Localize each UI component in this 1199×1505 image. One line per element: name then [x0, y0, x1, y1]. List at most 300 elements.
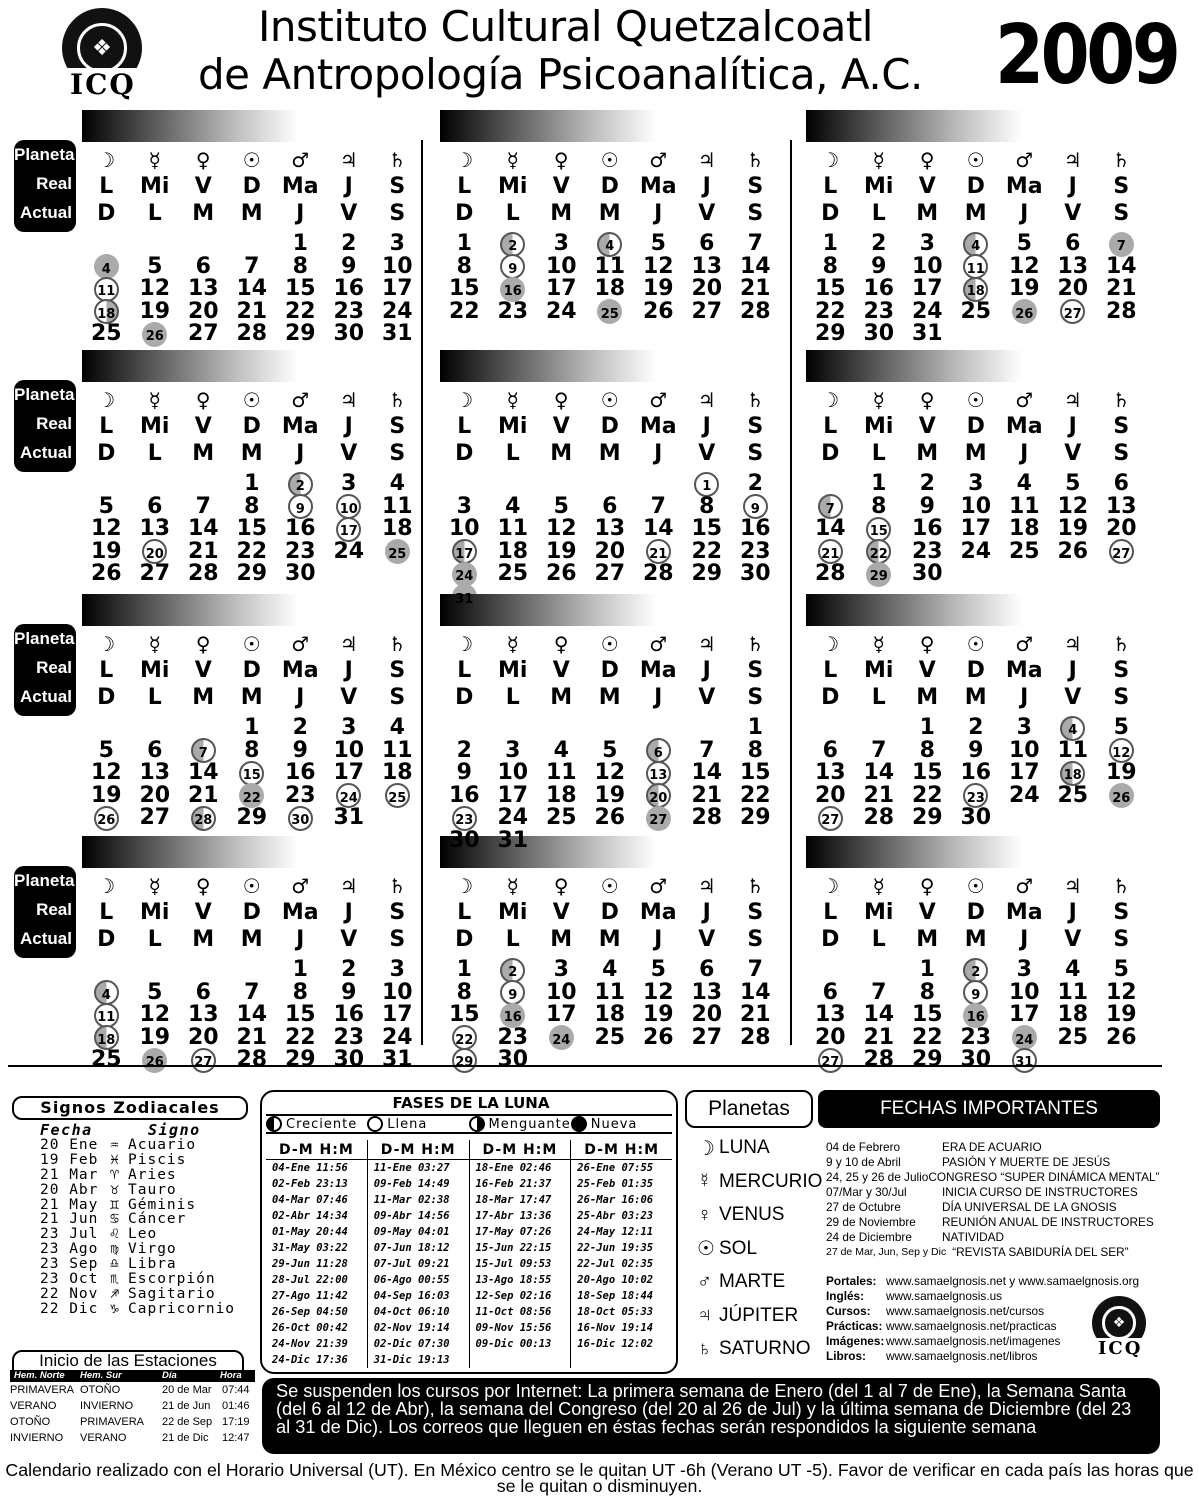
day-number: 11	[381, 737, 413, 763]
day-cell	[634, 806, 683, 830]
day-number: 17	[1008, 760, 1040, 785]
day-number: 15	[911, 1002, 943, 1027]
day-cell	[806, 232, 855, 256]
day-number: 30	[291, 813, 310, 828]
day-cell	[806, 761, 855, 785]
day-number: 23	[333, 298, 365, 324]
day-number: 18	[966, 284, 985, 299]
planet-symbol: ☿	[506, 388, 519, 412]
day-number: 22	[911, 782, 943, 808]
day-cell	[683, 958, 732, 982]
moon-entry: 26-Oct 00:42	[272, 1322, 348, 1334]
day-number: 17	[455, 546, 474, 562]
day-number: 14	[642, 516, 674, 541]
day-cell	[806, 562, 855, 586]
day-number: 15	[739, 760, 771, 785]
day-cell	[855, 300, 904, 324]
web-link[interactable]: www.samaelgnosis.us	[886, 1289, 1003, 1303]
day-number: 2	[508, 965, 518, 980]
actual-day: S	[389, 441, 406, 466]
day-cell	[952, 322, 1001, 346]
week-row	[806, 562, 1146, 586]
planet-day-row	[806, 415, 1146, 439]
day-number: 26	[1105, 1024, 1137, 1050]
day-number: 24	[545, 298, 577, 324]
day-cell	[1049, 562, 1098, 586]
month-5	[440, 350, 780, 607]
day-number: 6	[699, 231, 715, 256]
day-cell	[228, 232, 277, 256]
day-cell	[537, 1048, 586, 1072]
actual-day: S	[389, 201, 406, 226]
actual-day: M	[964, 685, 987, 710]
week-row	[806, 540, 1146, 564]
day-number: 12	[642, 253, 674, 279]
actual-day: M	[598, 441, 621, 466]
phase-creciente	[266, 1116, 367, 1132]
day-cell	[806, 1026, 855, 1050]
day-cell	[537, 277, 586, 301]
week-row	[82, 322, 422, 346]
day-cell	[1049, 784, 1098, 808]
actual-day: D	[455, 201, 474, 226]
day-cell	[179, 562, 228, 586]
day-number: 21	[739, 276, 771, 301]
fecha-event: DÍA UNIVERSAL DE LA GNOSIS	[942, 1200, 1117, 1214]
day-number: 14	[187, 760, 219, 785]
day-cell	[731, 472, 780, 496]
day-number: 3	[553, 231, 569, 256]
actual-day: V	[340, 441, 358, 466]
day-cell	[82, 806, 131, 830]
day-number: 22	[242, 790, 261, 806]
day-number: 3	[341, 715, 357, 740]
week-row	[440, 472, 780, 496]
day-cell	[373, 255, 422, 279]
planet-day: Mi	[498, 414, 528, 439]
day-number: 25	[1008, 538, 1040, 564]
day-number: 25	[960, 298, 992, 324]
day-number: 18	[1063, 768, 1082, 783]
planet-symbol: ♄	[1112, 874, 1131, 898]
half-moon-icon	[266, 1116, 282, 1132]
notice-box: Se suspenden los cursos por Internet: La primera semana de Enero (del 1 al 7 de Ene), la Semana Santa (del 6 al 12 de Abr), la semana del Congreso (del 20 al 26 de Jul) y la última semana de Diciembre (del 23 al 31 de Dic). Los correos que lleguen en éstas fechas serán respondidos la siguiente semana	[262, 1378, 1160, 1454]
day-cell	[855, 739, 904, 763]
day-cell	[440, 784, 489, 808]
day-number: 11	[381, 493, 413, 519]
planet-symbol-row	[806, 874, 1146, 898]
day-cell	[440, 806, 489, 830]
planet-symbol: ☽	[821, 632, 840, 656]
day-number: 6	[653, 745, 663, 761]
day-cell	[440, 716, 489, 740]
day-number: 29	[814, 321, 846, 346]
day-cell	[586, 540, 635, 564]
day-cell	[440, 562, 489, 586]
day-number: 9	[919, 493, 935, 519]
planet-day: V	[918, 174, 936, 199]
estacion-row	[10, 1430, 260, 1446]
day-number: 15	[284, 1002, 316, 1027]
day-number: 6	[1113, 471, 1129, 496]
planet-day-row	[806, 175, 1146, 199]
day-number: 21	[863, 1024, 895, 1050]
actual-day-row	[440, 928, 780, 952]
day-number: 31	[333, 805, 365, 830]
planet-day: S	[1113, 900, 1130, 925]
zodiac-row	[14, 1257, 254, 1272]
day-number: 19	[90, 782, 122, 808]
day-number: 21	[1105, 276, 1137, 301]
day-number: 22	[284, 298, 316, 324]
title-line-1: Instituto Cultural Quetzalcoatl	[258, 2, 873, 51]
day-number: 8	[292, 979, 308, 1005]
day-cell	[1000, 495, 1049, 519]
actual-day: M	[240, 685, 263, 710]
day-cell	[228, 472, 277, 496]
day-number: 12	[1008, 253, 1040, 279]
day-number: 8	[822, 253, 838, 279]
planet-symbol: ♂	[1015, 148, 1034, 172]
day-cell	[82, 1048, 131, 1072]
day-number: 24	[911, 298, 943, 324]
day-number: 16	[333, 276, 365, 301]
actual-day: J	[296, 927, 305, 952]
month-8	[440, 591, 780, 853]
week-row	[806, 255, 1146, 279]
planet-day-row	[82, 659, 422, 683]
day-cell	[489, 562, 538, 586]
day-cell	[489, 761, 538, 785]
actual-day: J	[296, 441, 305, 466]
actual-day: M	[550, 441, 573, 466]
actual-day: S	[1113, 927, 1130, 952]
planet-symbol: ☉	[242, 388, 261, 412]
actual-day: M	[240, 441, 263, 466]
day-cell	[131, 761, 180, 785]
actual-day: M	[916, 201, 939, 226]
day-number: 15	[814, 276, 846, 301]
day-number: 20	[691, 1002, 723, 1027]
zodiac-row	[14, 1287, 254, 1302]
day-cell	[634, 1048, 683, 1072]
actual-day: J	[1020, 201, 1029, 226]
day-number: 24	[339, 790, 358, 806]
planet-day: V	[552, 174, 570, 199]
moon-entry: 29-Jun 11:28	[272, 1258, 348, 1270]
day-cell	[537, 981, 586, 1005]
day-number: 28	[814, 561, 846, 586]
day-number: 26	[145, 329, 164, 344]
day-number: 12	[90, 516, 122, 541]
day-number: 9	[508, 987, 518, 1003]
day-cell	[855, 495, 904, 519]
day-cell	[1000, 806, 1049, 830]
day-number: 21	[187, 782, 219, 808]
planet-symbol: ♂	[649, 632, 668, 656]
actual-day-row	[806, 928, 1146, 952]
day-cell	[276, 517, 325, 541]
planet-symbol: ☿	[148, 874, 161, 898]
day-cell	[82, 1003, 131, 1027]
day-number: 19	[545, 538, 577, 564]
week-row	[806, 958, 1146, 982]
planet-symbol-row	[82, 388, 422, 412]
day-number: 2	[341, 231, 357, 256]
moon-entry: 13-Ago 18:55	[475, 1274, 552, 1286]
planet-day-row	[440, 415, 780, 439]
day-cell	[855, 806, 904, 830]
zodiac-name: Escorpión	[128, 1271, 216, 1288]
planet-day: S	[1113, 658, 1130, 683]
planet-symbol: ☿	[148, 388, 161, 412]
actual-day: D	[455, 685, 474, 710]
day-number: 17	[339, 524, 358, 539]
actual-day: M	[964, 441, 987, 466]
day-cell	[806, 958, 855, 982]
day-cell	[731, 300, 780, 324]
day-number: 20	[187, 298, 219, 324]
planet-day: J	[702, 414, 711, 439]
day-cell	[228, 300, 277, 324]
zodiac-row	[14, 1198, 254, 1213]
day-number: 8	[871, 493, 887, 519]
week-row	[82, 255, 422, 279]
day-number: 18	[497, 538, 529, 564]
day-number: 30	[333, 1047, 365, 1072]
day-cell	[131, 562, 180, 586]
day-cell	[855, 472, 904, 496]
day-cell	[586, 232, 635, 256]
moon-entry: 31-May 03:22	[272, 1242, 348, 1254]
day-number: 26	[1057, 538, 1089, 564]
day-cell	[1049, 277, 1098, 301]
day-number: 13	[187, 276, 219, 301]
day-cell	[903, 981, 952, 1005]
planet-symbol: ♄	[1112, 148, 1131, 172]
day-cell	[325, 981, 374, 1005]
web-label: Cursos:	[826, 1304, 871, 1318]
day-number: 6	[147, 737, 163, 763]
actual-day: L	[505, 201, 520, 226]
day-cell	[228, 716, 277, 740]
month-1	[82, 110, 422, 346]
day-number: 31	[455, 591, 474, 607]
planet-symbol: ☿	[506, 874, 519, 898]
day-cell	[373, 716, 422, 740]
day-number: 27	[691, 298, 723, 324]
web-link[interactable]: www.samaelgnosis.net/imagenes	[886, 1334, 1061, 1348]
day-cell	[373, 761, 422, 785]
moon-entry: 16-Nov 19:14	[577, 1322, 654, 1334]
planet-symbol: ♃	[697, 874, 716, 898]
moon-entry: 24-Nov 21:39	[272, 1338, 348, 1350]
day-number: 2	[919, 471, 935, 496]
day-number: 2	[295, 479, 305, 494]
day-number: 16	[333, 1002, 365, 1027]
moon-phases-panel	[260, 1090, 678, 1374]
footer-note: Calendario realizado con el Horario Universal (UT). En México centro se le quitan UT -6h (Verano UT -5). Favor de verificar en cada país las horas que se le quitan o disminuyen.	[5, 1460, 1194, 1496]
day-number: 21	[236, 1024, 268, 1050]
fecha-event: PASIÓN Y MUERTE DE JESÚS	[942, 1155, 1111, 1169]
day-number: 2	[456, 737, 472, 763]
day-cell	[228, 562, 277, 586]
phase-label: Menguante	[488, 1116, 571, 1132]
web-label: Inglés:	[826, 1289, 865, 1303]
day-cell	[325, 472, 374, 496]
day-cell	[1000, 540, 1049, 564]
day-cell	[276, 562, 325, 586]
day-number: 25	[1057, 1024, 1089, 1050]
estacion-row	[10, 1398, 260, 1414]
moon-column	[367, 1140, 469, 1368]
planet-day: V	[918, 414, 936, 439]
zodiac-date: 20 Abr	[40, 1181, 99, 1198]
day-number: 15	[448, 1002, 480, 1027]
planet-symbol: ♄	[388, 388, 407, 412]
day-cell	[440, 540, 489, 564]
planet-symbol: ☉	[966, 148, 985, 172]
web-link[interactable]: www.samaelgnosis.net y www.samaelgnosis.org	[886, 1274, 1140, 1288]
actual-day-row	[440, 442, 780, 466]
day-number: 20	[145, 546, 164, 562]
day-cell	[537, 517, 586, 541]
planet-day: J	[344, 174, 353, 199]
zodiac-sign-icon: ♉	[110, 1181, 120, 1198]
day-cell	[440, 232, 489, 256]
day-number: 7	[871, 979, 887, 1005]
day-cell	[1097, 1003, 1146, 1027]
day-cell	[855, 784, 904, 808]
day-number: 5	[147, 253, 163, 279]
day-number: 30	[739, 561, 771, 586]
day-cell	[489, 806, 538, 830]
day-number: 16	[863, 276, 895, 301]
planet-day: S	[1113, 414, 1130, 439]
actual-day: D	[97, 927, 116, 952]
day-number: 18	[1057, 1002, 1089, 1027]
planet-day: L	[457, 414, 472, 439]
day-number: 11	[594, 979, 626, 1005]
day-number: 31	[381, 321, 413, 346]
planet-symbol: ♀	[553, 388, 569, 412]
day-cell	[1097, 277, 1146, 301]
day-cell	[683, 517, 732, 541]
day-number: 7	[825, 501, 835, 517]
day-cell	[179, 1026, 228, 1050]
web-link[interactable]: www.samaelgnosis.net/cursos	[886, 1304, 1045, 1318]
day-number: 27	[594, 561, 626, 586]
day-cell	[855, 232, 904, 256]
planet-symbol: ♂	[1015, 632, 1034, 656]
day-number: 20	[187, 1024, 219, 1050]
day-cell	[131, 806, 180, 830]
planet-day: S	[747, 900, 764, 925]
moon-entry: 07-Jun 18:12	[373, 1242, 450, 1254]
month-12	[806, 836, 1146, 1072]
day-number: 22	[911, 1024, 943, 1050]
planet-symbol: ♃	[1063, 148, 1082, 172]
day-cell	[537, 761, 586, 785]
day-number: 11	[97, 284, 116, 299]
actual-day-row	[82, 928, 422, 952]
planet-symbol: ♀	[553, 632, 569, 656]
planet-symbol: ☿	[872, 148, 885, 172]
day-cell	[683, 472, 732, 496]
day-cell	[1097, 1026, 1146, 1050]
day-number: 4	[505, 493, 521, 519]
week-row	[806, 1026, 1146, 1050]
planet-day: V	[918, 900, 936, 925]
web-link[interactable]: www.samaelgnosis.net/libros	[886, 1349, 1038, 1363]
day-number: 27	[1112, 546, 1131, 562]
day-cell	[537, 806, 586, 830]
day-cell	[373, 472, 422, 496]
column-divider	[421, 140, 423, 1045]
day-number: 8	[292, 253, 308, 279]
day-cell	[1000, 761, 1049, 785]
planet-day: S	[1113, 174, 1130, 199]
day-cell	[1049, 300, 1098, 324]
actual-day: D	[821, 685, 840, 710]
week-row	[82, 716, 422, 740]
day-cell	[325, 761, 374, 785]
zodiac-date: 23 Jul	[40, 1226, 99, 1243]
moon-entry: 15-Jul 09:53	[475, 1258, 552, 1270]
day-cell	[683, 1048, 732, 1072]
day-cell	[537, 495, 586, 519]
actual-day: V	[698, 927, 716, 952]
day-number: 7	[198, 745, 208, 761]
day-cell	[903, 495, 952, 519]
day-number: 14	[739, 253, 771, 279]
day-number: 7	[747, 231, 763, 256]
zodiac-date: 22 Dic	[40, 1300, 99, 1317]
fecha-event: CONGRESO “SUPER DINÁMICA MENTAL”	[928, 1170, 1160, 1184]
day-number: 2	[292, 715, 308, 740]
planet-name: JÚPITER	[719, 1304, 799, 1326]
day-number: 10	[545, 253, 577, 279]
day-cell	[131, 300, 180, 324]
planet-day: J	[702, 658, 711, 683]
day-cell	[731, 255, 780, 279]
day-cell	[440, 277, 489, 301]
day-cell	[634, 300, 683, 324]
day-number: 12	[1105, 979, 1137, 1005]
day-cell	[806, 981, 855, 1005]
web-link[interactable]: www.samaelgnosis.net/practicas	[886, 1319, 1057, 1333]
day-cell	[373, 562, 422, 586]
planet-day: Mi	[864, 174, 894, 199]
day-cell	[489, 981, 538, 1005]
day-cell	[1049, 517, 1098, 541]
day-number: 25	[600, 306, 619, 322]
day-number: 25	[497, 561, 529, 586]
moon-entry: 04-Sep 16:03	[373, 1290, 450, 1302]
week-row	[440, 255, 780, 279]
planet-day: L	[457, 658, 472, 683]
week-row	[82, 277, 422, 301]
planet-symbol: ♃	[339, 632, 358, 656]
day-cell	[537, 716, 586, 740]
day-number: 3	[456, 493, 472, 519]
week-row	[82, 1026, 422, 1050]
day-cell	[276, 472, 325, 496]
planet-symbol-row	[82, 148, 422, 172]
actual-day: L	[871, 685, 886, 710]
week-row	[440, 540, 780, 564]
zodiac-date: 20 Ene	[40, 1137, 99, 1153]
